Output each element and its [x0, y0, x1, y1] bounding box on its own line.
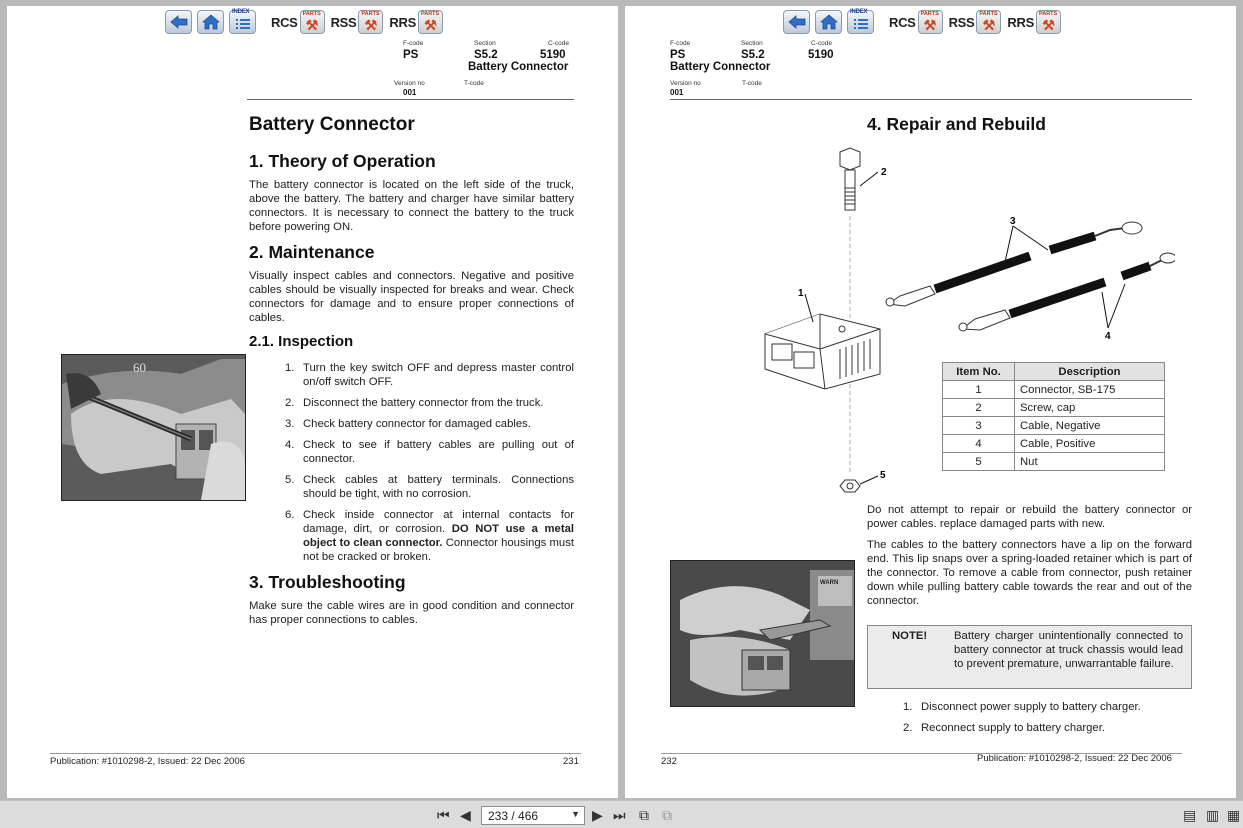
version-value: 001 [670, 88, 684, 97]
photo-mark: 60 [133, 360, 146, 375]
facing-pages-view-icon[interactable]: ▦ [1227, 807, 1241, 823]
next-page-icon[interactable]: ▶ [592, 807, 603, 823]
single-page-view-icon[interactable]: ▤ [1183, 807, 1197, 823]
continuous-view-icon[interactable]: ▥ [1206, 807, 1220, 823]
callout-1: 1 [798, 288, 804, 299]
page-indicator: 233 / 466 [488, 808, 539, 823]
first-page-icon[interactable]: ⏮ [437, 807, 450, 823]
rss-label: RSS [330, 14, 357, 30]
footer-page-number: 232 [661, 756, 677, 767]
footer-publication: Publication: #1010298-2, Issued: 22 Dec 2006 [977, 753, 1172, 764]
index-tag: INDEX [232, 9, 250, 15]
rrs-parts-button[interactable] [418, 10, 443, 34]
table-row: 1 Connector, SB-175 [943, 381, 1165, 399]
charger-steps [903, 700, 1192, 742]
header-subtitle: Battery Connector [468, 61, 569, 73]
inspection-photo [61, 354, 246, 501]
home-button[interactable] [815, 10, 842, 34]
footer-rule [50, 753, 581, 754]
header-subtitle: Battery Connector [670, 61, 771, 73]
fcode-value: PS [403, 49, 419, 61]
step-item: 2. Reconnect supply to battery charger. [903, 722, 1105, 734]
section-label: Section [741, 40, 763, 47]
wrench-icon: ⚒ [923, 17, 937, 33]
callout-3: 3 [1010, 216, 1016, 227]
rrs-label: RRS [1007, 14, 1034, 30]
parts-table [942, 362, 1165, 471]
left-page [7, 6, 618, 798]
rss-parts-button[interactable] [976, 10, 1001, 34]
version-label: Version no [670, 80, 701, 87]
inspection-heading: 2.1. Inspection [249, 333, 354, 350]
footer-publication: Publication: #1010298-2, Issued: 22 Dec 2006 [50, 756, 245, 767]
page-toolbar [783, 10, 1061, 34]
page-number-select[interactable] [481, 806, 585, 825]
step-item: 1. Disconnect power supply to battery charger. [903, 701, 1141, 713]
section-value: S5.2 [474, 49, 498, 61]
viewer-bottom-bar [0, 800, 1243, 828]
rcs-label: RCS [889, 14, 916, 30]
rcs-label: RCS [271, 14, 298, 30]
table-row: 5 Nut [943, 453, 1165, 471]
index-button[interactable] [847, 10, 874, 34]
callout-4: 4 [1105, 331, 1111, 342]
section-label: Section [474, 40, 496, 47]
ccode-value: 5190 [540, 49, 566, 61]
section-value: S5.2 [741, 49, 765, 61]
connector-drawing [765, 314, 880, 389]
go-forward-view-icon[interactable]: ⧉ [662, 807, 672, 823]
table-header-row [943, 363, 1165, 381]
parts-tag: PARTS [979, 11, 998, 17]
fcode-value: PS [670, 49, 686, 61]
index-list-icon [235, 15, 251, 29]
header-rule [670, 99, 1192, 100]
cap-screw-drawing [840, 148, 860, 210]
troubleshooting-text: Make sure the cable wires are in good condition and connector has proper connections to cables. [249, 600, 574, 626]
step-item: 1. Turn the key switch OFF and depress master control on/off switch OFF. [285, 362, 574, 388]
ccode-value: 5190 [808, 49, 834, 61]
rrs-parts-button[interactable] [1036, 10, 1061, 34]
table-row: 3 Cable, Negative [943, 417, 1165, 435]
troubleshooting-heading: 3. Troubleshooting [249, 572, 406, 592]
table-row: 4 Cable, Positive [943, 435, 1165, 453]
index-tag: INDEX [850, 9, 868, 15]
page-toolbar [165, 10, 443, 34]
back-button[interactable] [783, 10, 810, 34]
theory-heading: 1. Theory of Operation [249, 151, 436, 171]
right-page [625, 6, 1236, 798]
maintenance-heading: 2. Maintenance [249, 242, 375, 262]
note-label: NOTE! [892, 630, 928, 642]
rss-parts-button[interactable] [358, 10, 383, 34]
index-button[interactable] [229, 10, 256, 34]
note-text: Battery charger unintentionally connected to battery connector at truck chassis would lead to prevent premature, unwarrantable failure. [954, 630, 1183, 670]
photo-warning-label: WARN [820, 580, 839, 586]
repair-photo [670, 560, 855, 707]
rcs-parts-button[interactable] [918, 10, 943, 34]
rrs-label: RRS [389, 14, 416, 30]
inspection-steps [285, 361, 574, 571]
chevron-down-icon: ▼ [571, 809, 580, 819]
repair-heading: 4. Repair and Rebuild [867, 114, 1046, 134]
col-item-no: Item No. [943, 363, 1015, 381]
home-button[interactable] [197, 10, 224, 34]
go-back-view-icon[interactable]: ⧉ [639, 807, 649, 823]
step-item: 2. Disconnect the battery connector from the truck. [285, 397, 544, 409]
note-box [867, 625, 1192, 689]
home-icon [202, 14, 220, 30]
wrench-icon: ⚒ [305, 17, 319, 33]
negative-cable-drawing [886, 222, 1142, 306]
wrench-icon: ⚒ [424, 17, 437, 33]
previous-page-icon[interactable]: ◀ [460, 807, 471, 823]
theory-text: The battery connector is located on the left side of the truck, above the battery. The battery and charger have similar battery connectors. It is necessary to connect the battery to the truck before powering ON. [249, 179, 574, 233]
page-title: Battery Connector [249, 114, 415, 135]
parts-tag: PARTS [420, 11, 440, 17]
home-icon [820, 14, 838, 30]
ccode-label: C-code [811, 40, 832, 47]
back-arrow-icon [170, 15, 188, 29]
back-button[interactable] [165, 10, 192, 34]
last-page-icon[interactable]: ⏭ [613, 807, 626, 823]
wrench-icon: ⚒ [982, 17, 996, 33]
col-description: Description [1015, 363, 1165, 381]
tcode-label: T-code [464, 80, 484, 87]
fcode-label: F-code [670, 40, 691, 47]
footer-page-number: 231 [563, 756, 579, 767]
fcode-label: F-code [403, 40, 424, 47]
header-rule [247, 99, 574, 100]
rss-label: RSS [948, 14, 975, 30]
step-item: 6. Check inside connector at internal contacts for damage, dirt, or corrosion. DO NOT use a metal object to clean connector. Connector housings must not be cracked or broken. [285, 509, 575, 563]
tcode-label: T-code [742, 80, 762, 87]
cable-removal-text: The cables to the battery connectors have a lip on the forward end. This lip snaps over a spring-loaded retainer which is part of the connector. To remove a cable from connector, push retainer down while pulling battery cable towards the rear and out of the connector. [867, 539, 1192, 607]
parts-tag: PARTS [361, 11, 380, 17]
step-item: 3. Check battery connector for damaged cables. [285, 418, 531, 430]
table-row: 2 Screw, cap [943, 399, 1165, 417]
parts-tag: PARTS [920, 11, 939, 17]
wrench-icon: ⚒ [364, 17, 378, 33]
nut-drawing [840, 480, 860, 492]
wrench-icon: ⚒ [1042, 17, 1055, 33]
version-label: Version no [394, 80, 425, 87]
repair-text: Do not attempt to repair or rebuild the battery connector or power cables. replace damaged parts with new. [867, 504, 1192, 530]
callout-2: 2 [881, 167, 887, 178]
parts-tag: PARTS [302, 11, 321, 17]
step-item: 4. Check to see if battery cables are pulling out of connector. [285, 439, 574, 465]
ccode-label: C-code [548, 40, 569, 47]
parts-tag: PARTS [1038, 11, 1058, 17]
back-arrow-icon [788, 15, 806, 29]
rcs-parts-button[interactable] [300, 10, 325, 34]
callout-5: 5 [880, 470, 886, 481]
maintenance-text: Visually inspect cables and connectors. Negative and positive cables should be visually inspected for breaks and wear. Check connectors for damage and to ensure proper connections of cables. [249, 270, 574, 324]
step-item: 5. Check cables at battery terminals. Connections should be tight, with no corrosion. [285, 474, 574, 500]
index-list-icon [853, 15, 869, 29]
version-value: 001 [403, 88, 417, 97]
